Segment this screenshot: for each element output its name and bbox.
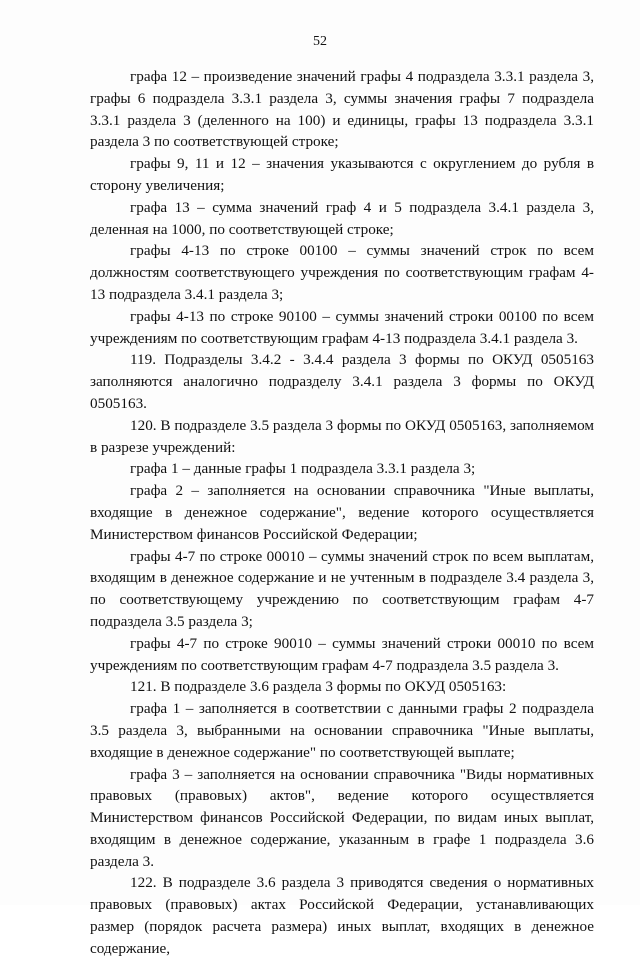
paragraph-13: графа 1 – заполняется в соответствии с данными графы 2 подраздела 3.5 раздела 3, выбранными на основании справочника "Иные выплаты, входящие в денежное содержание" по соответствующей выплате;	[90, 700, 594, 761]
paragraph-5: графы 4-13 по строке 90100 – суммы значений строки 00100 по всем учреждениям по соответствующим графам 4-13 подраздела 3.4.1 раздела 3.	[90, 307, 594, 347]
paragraph-6: 119. Подразделы 3.4.2 - 3.4.4 раздела 3 формы по ОКУД 0505163 заполняются аналогично подразделу 3.4.1 раздела 3 формы по ОКУД 0505163.	[90, 351, 594, 412]
page-number: 52	[313, 34, 327, 49]
paragraph-4: графы 4-13 по строке 00100 – суммы значений строк по всем должностям соответствующего учреждения по соответствующим графам 4-13 подраздела 3.4.1 раздела 3;	[90, 242, 594, 303]
paragraph-9: графа 2 – заполняется на основании справочника "Иные выплаты, входящие в денежное содержание", ведение которого осуществляется Министерством финансов Российской Федерации;	[90, 482, 594, 543]
paragraph-11: графы 4-7 по строке 90010 – суммы значений строки 00010 по всем учреждениям по соответствующим графам 4-7 подраздела 3.5 раздела 3.	[90, 634, 594, 674]
paragraph-8: графа 1 – данные графы 1 подраздела 3.3.1 раздела 3;	[130, 460, 476, 478]
paragraph-12: 121. В подразделе 3.6 раздела 3 формы по ОКУД 0505163:	[130, 678, 507, 696]
paragraph-10: графы 4-7 по строке 00010 – суммы значений строк по всем выплатам, входящим в денежное содержание и не учтенным в подразделе 3.4 раздела 3, по соответствующему учреждению по соответствующим графам 4-7 подраздела 3.5 раздела 3;	[90, 547, 594, 630]
paragraph-2: графы 9, 11 и 12 – значения указываются с округлением до рубля в сторону увеличения;	[90, 155, 594, 194]
paragraph-1: графа 12 – произведение значений графы 4 подраздела 3.3.1 раздела 3, графы 6 подраздела 3.3.1 раздела 3, суммы значения графы 7 подраздела 3.3.1 раздела 3 (деленного на 100) и единицы, графы 13 подраздела 3.3.1 раздела 3 по соответствующей строке;	[90, 68, 594, 151]
paragraph-14: графа 3 – заполняется на основании справочника "Виды нормативных правовых (правовых) актов", ведение которого осуществляется Министерством финансов Российской Федерации, по видам иных выплат, входящим в денежное содержание, указанным в графе 1 подраздела 3.6 раздела 3.	[90, 765, 594, 870]
paragraph-3: графа 13 – сумма значений граф 4 и 5 подраздела 3.4.1 раздела 3, деленная на 1000, по соответствующей строке;	[90, 198, 594, 238]
paragraph-7: 120. В подразделе 3.5 раздела 3 формы по ОКУД 0505163, заполняемом в разрезе учреждений:	[90, 416, 594, 456]
paragraph-15: 122. В подразделе 3.6 раздела 3 приводятся сведения о нормативных правовых (правовых) актах Российской Федерации, устанавливающих размер (порядок расчета размера) иных выплат, входящих в денежное содержание,	[90, 874, 594, 957]
document-body	[90, 66, 594, 960]
